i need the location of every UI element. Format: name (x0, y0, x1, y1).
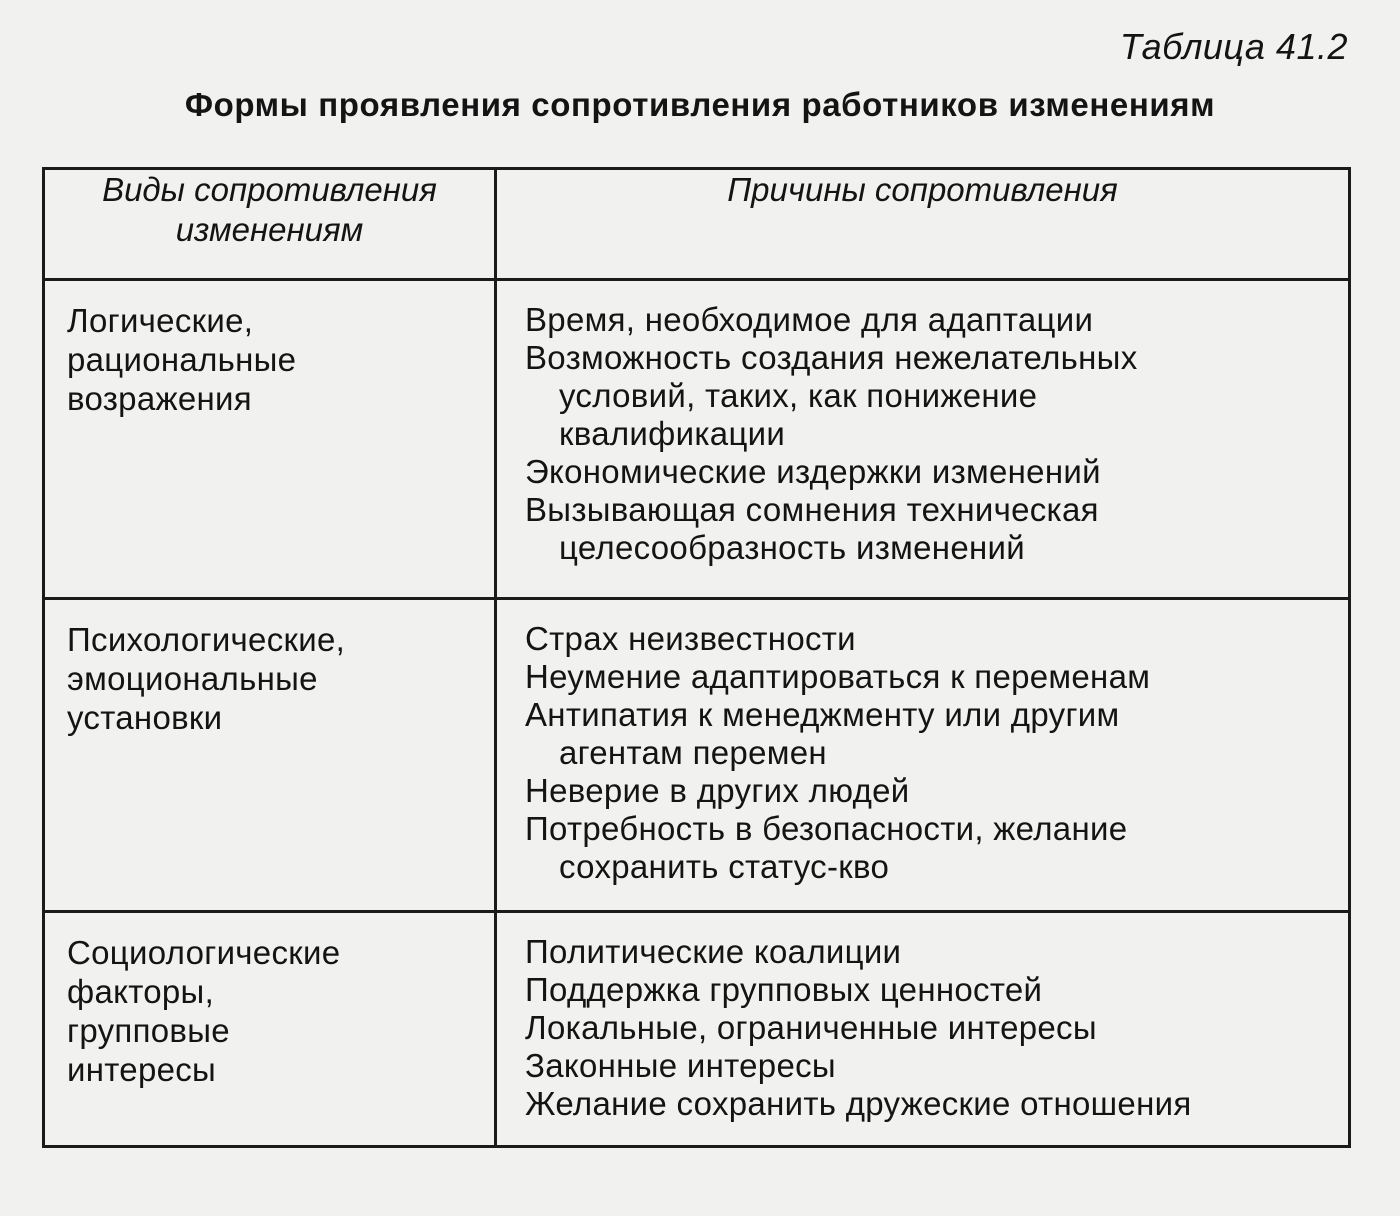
reason-item: Неумение адаптироваться к переменам (525, 658, 1151, 695)
reason-item: Антипатия к менеджменту или другим (525, 696, 1120, 733)
header-kinds (44, 169, 496, 280)
reason-item-continuation: целесообразность изменений (559, 529, 1025, 566)
reason-item: Возможность создания нежелательных (525, 339, 1138, 376)
reason-item: Неверие в других людей (525, 772, 910, 809)
reason-item-continuation: квалификации (559, 415, 786, 452)
kind-line: рациональные (67, 341, 297, 378)
kind-line: Социологические (67, 934, 341, 971)
reasons-cell (496, 280, 1350, 599)
reason-item: Политические коалиции (525, 933, 902, 970)
reason-item-continuation: условий, таких, как понижение (559, 377, 1038, 414)
kind-line: эмоциональные (67, 660, 318, 697)
kind-line: групповые (67, 1012, 230, 1049)
header-reasons-text: Причины сопротивления (727, 171, 1118, 208)
reason-item: Поддержка групповых ценностей (525, 971, 1043, 1008)
reason-item: Законные интересы (525, 1047, 836, 1084)
reasons-cell (496, 912, 1350, 1147)
reason-item: Экономические издержки изменений (525, 453, 1101, 490)
reason-item-continuation: сохранить статус-кво (559, 848, 890, 885)
reasons-cell (496, 599, 1350, 912)
kind-cell (44, 599, 496, 912)
table-row (44, 280, 1350, 599)
reason-item-continuation: агентам перемен (559, 734, 827, 771)
kind-cell (44, 280, 496, 599)
page-title: Формы проявления сопротивления работников изменениям (184, 86, 1216, 123)
reason-item: Желание сохранить дружеские отношения (525, 1085, 1192, 1122)
table-row (44, 912, 1350, 1147)
reason-item: Вызывающая сомнения техническая (525, 491, 1099, 528)
reason-item: Страх неизвестности (525, 620, 856, 657)
resistance-table (42, 167, 1351, 1148)
kind-line: Логические, (67, 302, 254, 339)
header-reasons (496, 169, 1350, 280)
header-kinds-line: Виды сопротивления (102, 171, 437, 208)
table-number-label: Таблица 41.2 (1119, 26, 1348, 67)
kind-line: Психологические, (67, 621, 346, 658)
kind-cell (44, 912, 496, 1147)
header-kinds-line: изменениям (175, 211, 364, 248)
table-header-row (44, 169, 1350, 280)
reason-item: Локальные, ограниченные интересы (525, 1009, 1097, 1046)
reason-item: Потребность в безопасности, желание (525, 810, 1128, 847)
kind-line: интересы (67, 1051, 217, 1088)
kind-line: факторы, (67, 973, 215, 1010)
kind-line: возражения (67, 380, 252, 417)
reason-item: Время, необходимое для адаптации (525, 301, 1094, 338)
kind-line: установки (67, 699, 223, 736)
table-row (44, 599, 1350, 912)
